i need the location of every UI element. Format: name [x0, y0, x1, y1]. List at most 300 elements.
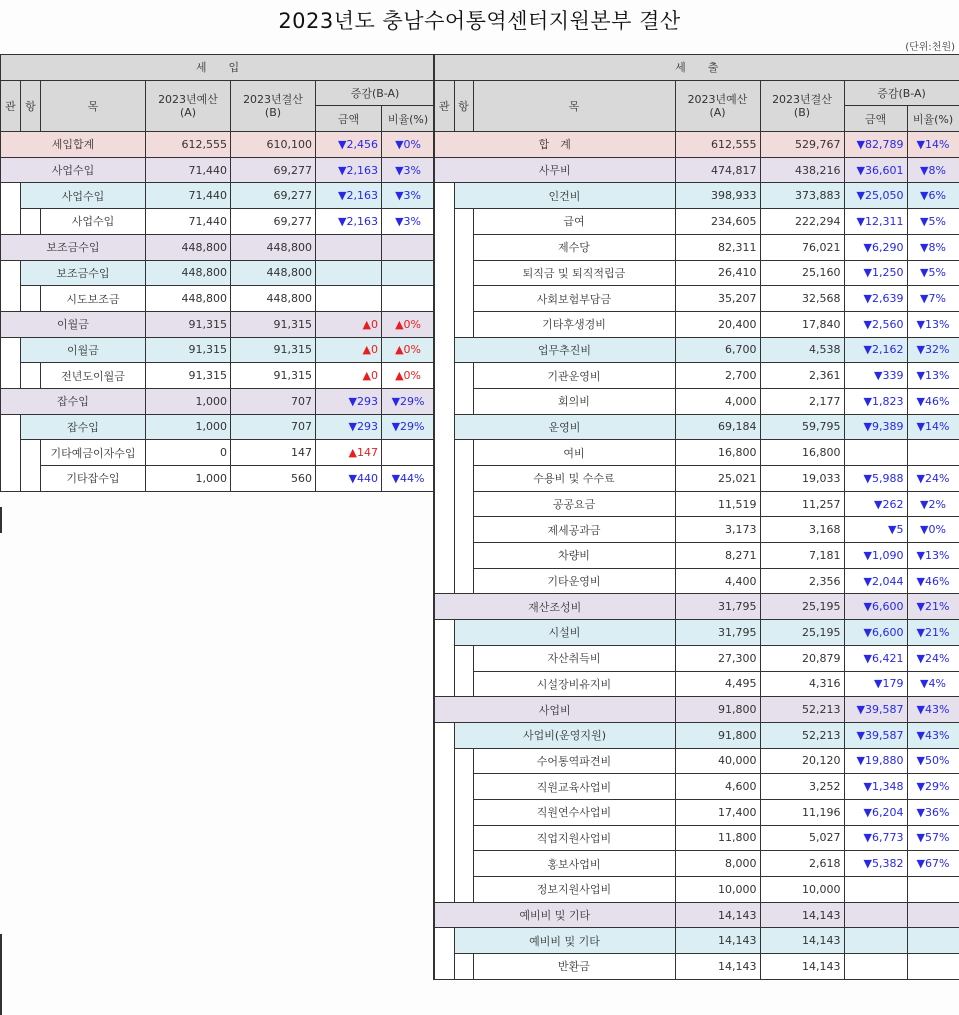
budget-value: 71,440	[146, 157, 231, 183]
indent-hang	[454, 799, 473, 825]
table-row	[1, 286, 435, 312]
diff-ratio	[907, 928, 959, 954]
diff-amount: ▼2,163	[316, 157, 382, 183]
diff-ratio: ▼13%	[907, 363, 959, 389]
settle-value: 3,252	[760, 774, 844, 800]
budget-value: 1,000	[146, 388, 231, 414]
row-label: 시설비	[454, 620, 675, 646]
indent-gwan	[434, 954, 454, 980]
diff-ratio: ▼24%	[907, 466, 959, 492]
budget-value: 17,400	[675, 799, 760, 825]
indent-gwan	[1, 209, 21, 235]
diff-ratio: ▼3%	[382, 209, 435, 235]
indent-gwan	[434, 311, 454, 337]
diff-amount: ▼1,250	[844, 260, 907, 286]
col-amount: 금액	[844, 106, 907, 132]
diff-amount: ▼6,600	[844, 594, 907, 620]
settle-value: 52,213	[760, 722, 844, 748]
table-row	[434, 748, 959, 774]
indent-hang	[454, 671, 473, 697]
row-label: 합 계	[434, 132, 675, 158]
diff-amount: ▼2,163	[316, 183, 382, 209]
budget-value: 71,440	[146, 209, 231, 235]
indent-hang	[21, 209, 41, 235]
col-mok: 목	[41, 80, 146, 131]
col-settle-sub: (B)	[793, 105, 811, 119]
col-settle-sub: (B)	[264, 105, 282, 119]
diff-ratio	[382, 286, 435, 312]
settle-value: 69,277	[231, 183, 316, 209]
row-label: 업무추진비	[454, 337, 675, 363]
diff-amount: ▼36,601	[844, 157, 907, 183]
indent-hang	[454, 851, 473, 877]
diff-amount: ▼82,789	[844, 132, 907, 158]
indent-hang	[21, 440, 41, 466]
budget-value: 6,700	[675, 337, 760, 363]
col-ratio: 비율(%)	[382, 106, 435, 132]
diff-ratio: ▼4%	[907, 671, 959, 697]
diff-ratio: ▼7%	[907, 286, 959, 312]
diff-amount: ▼25,050	[844, 183, 907, 209]
table-row	[434, 774, 959, 800]
budget-value: 474,817	[675, 157, 760, 183]
diff-ratio: ▼5%	[907, 209, 959, 235]
diff-amount: ▼5,382	[844, 851, 907, 877]
row-label: 사업비(운영지원)	[454, 722, 675, 748]
table-row	[434, 466, 959, 492]
indent-gwan	[434, 774, 454, 800]
row-label: 기타잡수입	[41, 466, 146, 492]
table-row	[434, 286, 959, 312]
diff-ratio	[907, 902, 959, 928]
diff-amount: ▼19,880	[844, 748, 907, 774]
row-label: 사업수입	[21, 183, 146, 209]
row-label: 이월금	[21, 337, 146, 363]
row-label: 시설장비유지비	[473, 671, 675, 697]
expense-table	[433, 54, 959, 980]
row-label: 반환금	[473, 954, 675, 980]
row-label: 정보지원사업비	[473, 877, 675, 903]
budget-value: 11,519	[675, 491, 760, 517]
table-row	[434, 414, 959, 440]
row-label: 기타후생경비	[473, 311, 675, 337]
indent-gwan	[434, 466, 454, 492]
diff-amount	[844, 928, 907, 954]
row-label: 수용비 및 수수료	[473, 466, 675, 492]
budget-value: 2,700	[675, 363, 760, 389]
indent-hang	[454, 209, 473, 235]
diff-amount: ▼6,204	[844, 799, 907, 825]
row-label: 잡수입	[1, 388, 146, 414]
diff-ratio: ▼67%	[907, 851, 959, 877]
settle-value: 16,800	[760, 440, 844, 466]
settle-value: 529,767	[760, 132, 844, 158]
row-label: 전년도이월금	[41, 363, 146, 389]
col-ratio: 비율(%)	[907, 106, 959, 132]
diff-ratio: ▼44%	[382, 466, 435, 492]
indent-gwan	[434, 183, 454, 209]
revenue-table	[0, 54, 435, 492]
budget-value: 14,143	[675, 928, 760, 954]
settle-value: 14,143	[760, 902, 844, 928]
diff-amount: ▼6,421	[844, 645, 907, 671]
diff-amount: ▼440	[316, 466, 382, 492]
indent-gwan	[1, 260, 21, 286]
settle-value: 17,840	[760, 311, 844, 337]
table-row	[434, 440, 959, 466]
indent-gwan	[434, 363, 454, 389]
unit-label: (단위:천원)	[905, 42, 955, 53]
diff-amount: ▼5	[844, 517, 907, 543]
budget-value: 27,300	[675, 645, 760, 671]
table-row	[434, 645, 959, 671]
diff-amount	[844, 440, 907, 466]
budget-value: 69,184	[675, 414, 760, 440]
budget-value: 31,795	[675, 620, 760, 646]
row-label: 사업수입	[41, 209, 146, 235]
table-row	[1, 260, 435, 286]
diff-ratio: ▼57%	[907, 825, 959, 851]
row-label: 수어통역파견비	[473, 748, 675, 774]
budget-value: 1,000	[146, 414, 231, 440]
table-row	[434, 620, 959, 646]
indent-hang	[21, 286, 41, 312]
budget-value: 612,555	[675, 132, 760, 158]
indent-hang	[21, 363, 41, 389]
diff-ratio: ▼14%	[907, 132, 959, 158]
budget-value: 8,271	[675, 543, 760, 569]
settle-value: 7,181	[760, 543, 844, 569]
indent-hang	[454, 568, 473, 594]
table-row	[434, 825, 959, 851]
settle-value: 76,021	[760, 234, 844, 260]
settle-value: 222,294	[760, 209, 844, 235]
diff-amount: ▼2,163	[316, 209, 382, 235]
settle-value: 147	[231, 440, 316, 466]
table-row	[434, 491, 959, 517]
budget-value: 0	[146, 440, 231, 466]
row-label: 세입합계	[1, 132, 146, 158]
settle-value: 32,568	[760, 286, 844, 312]
table-row	[434, 928, 959, 954]
row-label: 회의비	[473, 388, 675, 414]
diff-amount: ▼39,587	[844, 697, 907, 723]
row-label: 보조금수입	[1, 234, 146, 260]
indent-gwan	[434, 645, 454, 671]
budget-value: 71,440	[146, 183, 231, 209]
diff-ratio: ▼3%	[382, 157, 435, 183]
settle-value: 52,213	[760, 697, 844, 723]
indent-gwan	[1, 440, 21, 466]
budget-value: 4,600	[675, 774, 760, 800]
col-budget	[675, 80, 760, 131]
diff-ratio: ▼46%	[907, 388, 959, 414]
budget-value: 26,410	[675, 260, 760, 286]
settle-value: 448,800	[231, 234, 316, 260]
diff-amount: ▼6,773	[844, 825, 907, 851]
row-label: 사업비	[434, 697, 675, 723]
settle-value: 2,356	[760, 568, 844, 594]
table-row	[434, 388, 959, 414]
table-row	[434, 877, 959, 903]
expense-section-header: 세 출	[434, 55, 959, 81]
settle-value: 2,177	[760, 388, 844, 414]
budget-value: 4,400	[675, 568, 760, 594]
row-label: 공공요금	[473, 491, 675, 517]
diff-amount	[316, 234, 382, 260]
budget-value: 25,021	[675, 466, 760, 492]
diff-amount: ▼1,090	[844, 543, 907, 569]
diff-ratio	[907, 877, 959, 903]
row-label: 사무비	[434, 157, 675, 183]
budget-value: 448,800	[146, 286, 231, 312]
diff-amount: ▼179	[844, 671, 907, 697]
indent-gwan	[1, 337, 21, 363]
settle-value: 20,120	[760, 748, 844, 774]
indent-gwan	[1, 363, 21, 389]
col-settle	[231, 80, 316, 131]
indent-hang	[454, 774, 473, 800]
diff-ratio	[382, 234, 435, 260]
diff-amount: ▼2,456	[316, 132, 382, 158]
diff-ratio: ▼24%	[907, 645, 959, 671]
diff-amount: ▼1,348	[844, 774, 907, 800]
indent-hang	[454, 645, 473, 671]
col-settle-label: 2023년결산	[772, 92, 832, 106]
budget-value: 20,400	[675, 311, 760, 337]
diff-amount: ▼2,560	[844, 311, 907, 337]
budget-value: 40,000	[675, 748, 760, 774]
table-row	[434, 954, 959, 980]
diff-amount: ▼339	[844, 363, 907, 389]
indent-hang	[454, 825, 473, 851]
diff-ratio: ▼8%	[907, 157, 959, 183]
settle-value: 14,143	[760, 928, 844, 954]
diff-ratio: ▼2%	[907, 491, 959, 517]
settle-value: 448,800	[231, 260, 316, 286]
budget-value: 3,173	[675, 517, 760, 543]
indent-gwan	[434, 234, 454, 260]
indent-gwan	[434, 620, 454, 646]
row-label: 홍보사업비	[473, 851, 675, 877]
diff-ratio: ▼36%	[907, 799, 959, 825]
budget-value: 16,800	[675, 440, 760, 466]
budget-value: 91,800	[675, 722, 760, 748]
indent-gwan	[434, 414, 454, 440]
budget-value: 8,000	[675, 851, 760, 877]
table-row	[434, 132, 959, 158]
table-row	[434, 183, 959, 209]
diff-amount	[844, 877, 907, 903]
table-row	[1, 466, 435, 492]
indent-hang	[454, 491, 473, 517]
settle-value: 91,315	[231, 311, 316, 337]
table-row	[434, 671, 959, 697]
indent-hang	[454, 234, 473, 260]
col-hang: 항	[454, 80, 473, 131]
settle-value: 373,883	[760, 183, 844, 209]
settle-value: 25,195	[760, 620, 844, 646]
diff-ratio: ▼29%	[382, 414, 435, 440]
budget-value: 234,605	[675, 209, 760, 235]
indent-gwan	[1, 414, 21, 440]
col-settle-label: 2023년결산	[243, 92, 303, 106]
col-hang: 항	[21, 80, 41, 131]
diff-amount: ▲147	[316, 440, 382, 466]
row-label: 예비비 및 기타	[434, 902, 675, 928]
col-budget-sub: (A)	[179, 105, 197, 119]
row-label: 사회보험부담금	[473, 286, 675, 312]
page-title: 2023년도 충남수어통역센터지원본부 결산	[278, 9, 681, 33]
indent-gwan	[1, 466, 21, 492]
indent-gwan	[1, 183, 21, 209]
indent-gwan	[434, 286, 454, 312]
row-label: 시도보조금	[41, 286, 146, 312]
indent-hang	[454, 363, 473, 389]
table-row	[1, 157, 435, 183]
settle-value: 2,361	[760, 363, 844, 389]
indent-gwan	[434, 825, 454, 851]
settle-value: 2,618	[760, 851, 844, 877]
col-mok: 목	[473, 80, 675, 131]
diff-ratio: ▼43%	[907, 697, 959, 723]
diff-amount: ▼262	[844, 491, 907, 517]
budget-value: 11,800	[675, 825, 760, 851]
col-amount: 금액	[316, 106, 382, 132]
settle-value: 20,879	[760, 645, 844, 671]
budget-value: 448,800	[146, 234, 231, 260]
settle-value: 438,216	[760, 157, 844, 183]
budget-value: 4,000	[675, 388, 760, 414]
diff-ratio: ▼32%	[907, 337, 959, 363]
indent-hang	[454, 311, 473, 337]
diff-amount	[844, 902, 907, 928]
indent-gwan	[434, 851, 454, 877]
diff-ratio	[382, 260, 435, 286]
table-row	[434, 363, 959, 389]
diff-amount: ▼2,044	[844, 568, 907, 594]
indent-gwan	[1, 286, 21, 312]
table-row	[1, 414, 435, 440]
settle-value: 59,795	[760, 414, 844, 440]
row-label: 잡수입	[21, 414, 146, 440]
diff-amount: ▼9,389	[844, 414, 907, 440]
diff-amount: ▼12,311	[844, 209, 907, 235]
indent-gwan	[434, 722, 454, 748]
diff-amount: ▼1,823	[844, 388, 907, 414]
table-row	[1, 132, 435, 158]
indent-hang	[454, 877, 473, 903]
budget-value: 31,795	[675, 594, 760, 620]
settle-value: 3,168	[760, 517, 844, 543]
diff-ratio: ▼43%	[907, 722, 959, 748]
diff-ratio: ▼6%	[907, 183, 959, 209]
row-label: 기관운영비	[473, 363, 675, 389]
diff-amount: ▲0	[316, 311, 382, 337]
diff-ratio	[382, 440, 435, 466]
left-border-fragment	[0, 934, 2, 1015]
row-label: 퇴직금 및 퇴직적립금	[473, 260, 675, 286]
indent-hang	[454, 954, 473, 980]
table-row	[434, 722, 959, 748]
settle-value: 69,277	[231, 157, 316, 183]
diff-ratio: ▼5%	[907, 260, 959, 286]
table-row	[434, 311, 959, 337]
indent-gwan	[434, 209, 454, 235]
table-row	[1, 388, 435, 414]
indent-gwan	[434, 877, 454, 903]
col-gwan: 관	[434, 80, 454, 131]
row-label: 직원교육사업비	[473, 774, 675, 800]
settle-value: 560	[231, 466, 316, 492]
diff-amount	[316, 260, 382, 286]
indent-hang	[454, 543, 473, 569]
indent-hang	[454, 286, 473, 312]
indent-gwan	[434, 260, 454, 286]
diff-ratio: ▼0%	[907, 517, 959, 543]
table-row	[434, 594, 959, 620]
table-row	[434, 209, 959, 235]
row-label: 운영비	[454, 414, 675, 440]
table-row	[434, 902, 959, 928]
diff-ratio: ▼13%	[907, 311, 959, 337]
col-budget	[146, 80, 231, 131]
row-label: 제세공과금	[473, 517, 675, 543]
row-label: 사업수입	[1, 157, 146, 183]
budget-value: 14,143	[675, 954, 760, 980]
budget-value: 91,315	[146, 337, 231, 363]
diff-ratio: ▼50%	[907, 748, 959, 774]
budget-value: 91,800	[675, 697, 760, 723]
settle-value: 5,027	[760, 825, 844, 851]
indent-gwan	[434, 337, 454, 363]
diff-ratio: ▼29%	[382, 388, 435, 414]
diff-ratio	[907, 954, 959, 980]
budget-value: 1,000	[146, 466, 231, 492]
diff-amount: ▼293	[316, 388, 382, 414]
diff-ratio: ▲0%	[382, 337, 435, 363]
row-label: 직원연수사업비	[473, 799, 675, 825]
settle-value: 11,257	[760, 491, 844, 517]
settle-value: 25,160	[760, 260, 844, 286]
indent-hang	[21, 466, 41, 492]
indent-gwan	[434, 517, 454, 543]
table-row	[434, 697, 959, 723]
budget-value: 4,495	[675, 671, 760, 697]
diff-amount: ▲0	[316, 337, 382, 363]
diff-amount: ▼6,600	[844, 620, 907, 646]
budget-value: 91,315	[146, 311, 231, 337]
table-row	[434, 234, 959, 260]
diff-ratio	[907, 440, 959, 466]
table-row	[1, 311, 435, 337]
diff-amount	[844, 954, 907, 980]
budget-value: 448,800	[146, 260, 231, 286]
settle-value: 4,316	[760, 671, 844, 697]
col-diff: 증감(B-A)	[316, 80, 435, 106]
diff-ratio: ▼13%	[907, 543, 959, 569]
budget-value: 35,207	[675, 286, 760, 312]
settle-value: 25,195	[760, 594, 844, 620]
diff-ratio: ▼21%	[907, 620, 959, 646]
indent-hang	[454, 517, 473, 543]
indent-hang	[454, 440, 473, 466]
settle-value: 4,538	[760, 337, 844, 363]
col-gwan: 관	[1, 80, 21, 131]
table-row	[434, 543, 959, 569]
diff-amount: ▼39,587	[844, 722, 907, 748]
diff-ratio: ▲0%	[382, 363, 435, 389]
